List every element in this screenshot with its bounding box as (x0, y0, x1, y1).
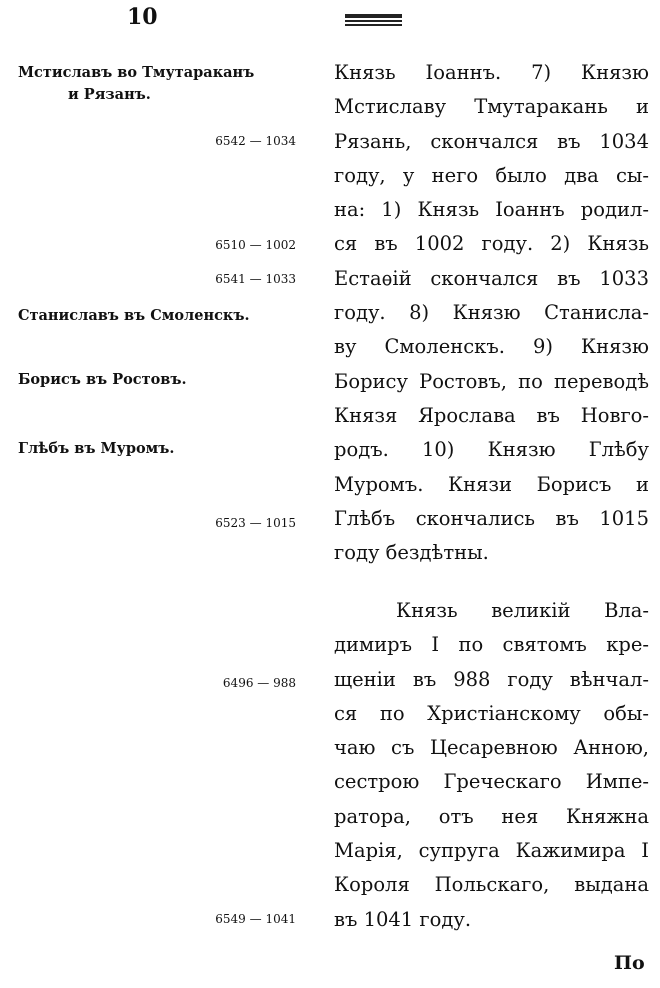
year-note: 6542 — 1034 (215, 134, 296, 148)
text-line: ся по Христіанскому обы- (334, 701, 649, 725)
text-line: Естаѳій скончался въ 1033 (334, 266, 649, 290)
text-line: въ 1041 году. (334, 907, 472, 931)
text-line: димиръ I по святомъ кре- (334, 633, 649, 657)
text-line: Князь Іоаннъ. 7) Князю (334, 61, 649, 84)
page-number: 10 (127, 4, 158, 30)
text-line: щеніи въ 988 году вѣнчал- (334, 667, 649, 691)
margin-note-line: Мстиславъ во Тмутараканъ (18, 64, 255, 81)
year-note: 6510 — 1002 (215, 238, 296, 252)
text-line: сестрою Греческаго Импе- (334, 770, 649, 794)
text-line: Глѣбъ скончались въ 1015 (334, 506, 649, 530)
margin-note-line: и Рязанъ. (68, 86, 151, 103)
text-line: на: 1) Князь Іоаннъ родил- (334, 198, 649, 222)
text-line: ратора, отъ нея Княжна (334, 804, 649, 828)
text-line: Марія, супруга Кажимира I (334, 839, 649, 863)
catchword: По (614, 952, 645, 974)
text-line: Борису Ростовъ, по переводѣ (334, 369, 649, 393)
year-note: 6549 — 1041 (215, 912, 296, 926)
text-line: Муромъ. Князи Борисъ и (334, 472, 649, 496)
margin-note-gleb: Глѣбъ въ Муромъ. (18, 440, 175, 457)
year-note: 6541 — 1033 (215, 272, 296, 286)
text-line: Князя Ярослава въ Новго- (334, 403, 649, 427)
text-line: Рязань, скончался въ 1034 (334, 129, 649, 153)
text-line: году бездѣтны. (334, 541, 489, 565)
margin-note-boris: Борисъ въ Ростовъ. (18, 371, 187, 388)
text-line: Мстиславу Тмутаракань и (334, 95, 649, 119)
header-rule (345, 14, 402, 28)
margin-note-stanislav: Станиславъ въ Смоленскъ. (18, 307, 250, 324)
text-line: ся въ 1002 году. 2) Князь (334, 232, 649, 256)
paragraph-1 (334, 56, 649, 570)
text-line: родъ. 10) Князю Глѣбу (334, 438, 649, 462)
text-line: году. 8) Князю Станисла- (334, 301, 649, 325)
text-line: Короля Польскаго, выдана (334, 873, 649, 897)
text-line: ву Смоленскъ. 9) Князю (334, 335, 649, 359)
text-line: Князь великій Вла- (396, 599, 649, 622)
paragraph-2 (334, 594, 649, 937)
year-note: 6523 — 1015 (215, 516, 296, 530)
text-line: году, у него было два сы- (334, 163, 649, 187)
text-line: чаю съ Цесаревною Анною, (334, 736, 649, 760)
margin-note-mstislav (18, 62, 308, 106)
year-note: 6496 — 988 (222, 676, 296, 690)
